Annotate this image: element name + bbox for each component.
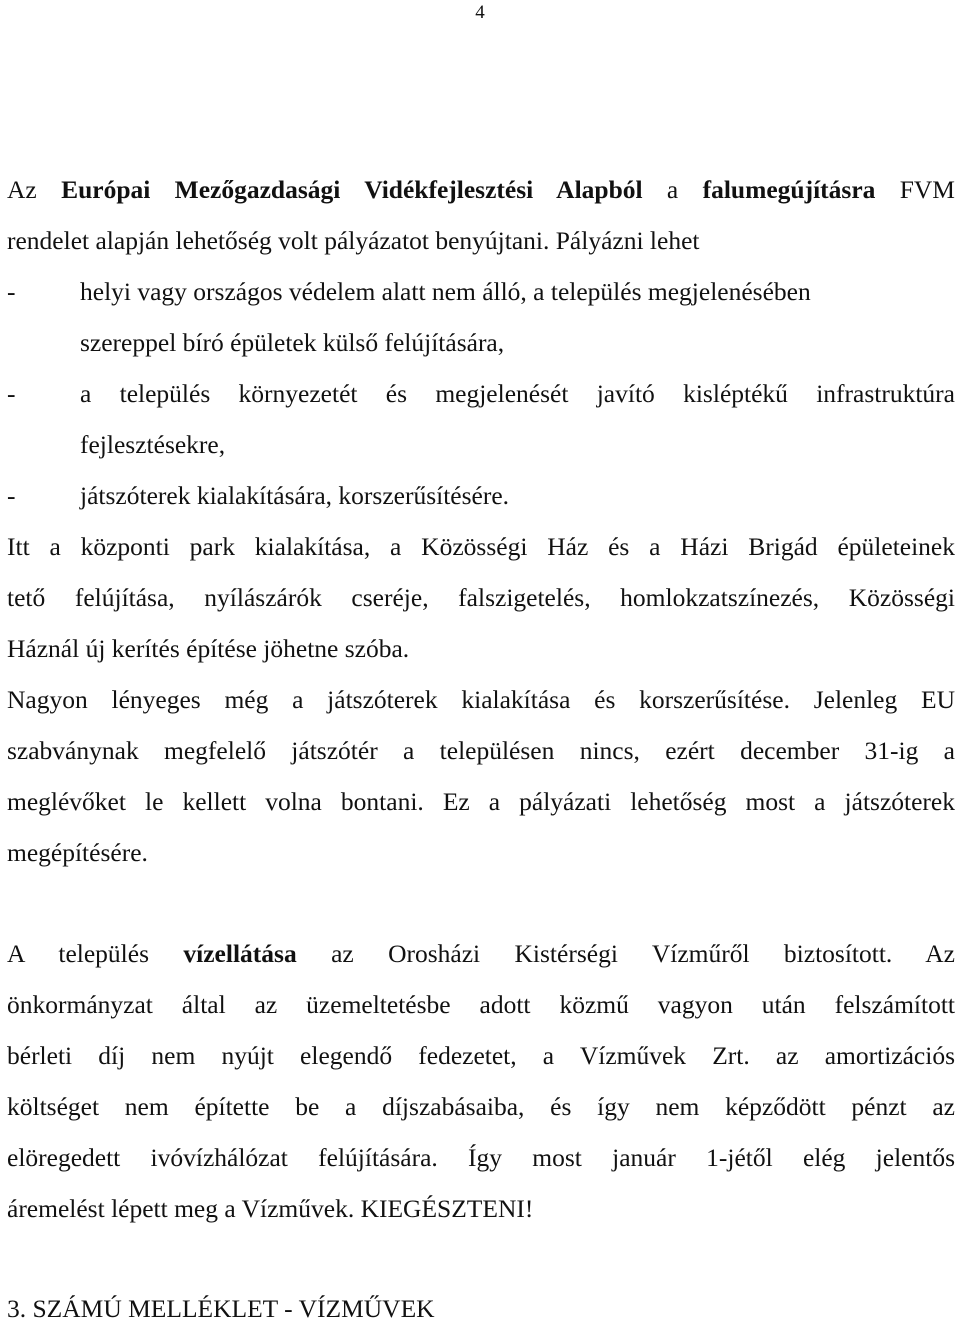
intro-bold-fund: Európai Mezőgazdasági Vidékfejlesztési Alapból <box>61 175 643 204</box>
water-text-1: A település <box>7 939 184 968</box>
playground-line-2: szabványnak megfelelő játszótér a településen nincs, ezért december 31-ig a <box>7 736 955 765</box>
park-line-1: Itt a központi park kialakítása, a Közösségi Ház és a Házi Brigád épületeinek <box>7 532 955 561</box>
appendix-title: 3. SZÁMÚ MELLÉKLET - VÍZMŰVEK <box>7 1294 435 1323</box>
bullet-2-text: a település környezetét és megjelenését javító kisléptékű infrastruktúra <box>80 379 955 408</box>
bullet-1-line-1 <box>7 266 955 317</box>
water-line-4: költséget nem építette be a díjszabásaiba, és így nem képződött pénzt az <box>7 1092 955 1121</box>
water-line-3: bérleti díj nem nyújt elegendő fedezetet, a Vízművek Zrt. az amortizációs <box>7 1041 955 1070</box>
bullet-1-text: helyi vagy országos védelem alatt nem álló, a település megjelenésében <box>80 277 811 306</box>
playground-line-4: megépítésére. <box>7 838 148 867</box>
intro-text-3: FVM <box>875 175 955 204</box>
park-line-2: tető felújítása, nyílászárók cseréje, falszigetelés, homlokzatszínezés, Közösségi <box>7 583 955 612</box>
intro-line-2: rendelet alapján lehetőség volt pályázatot benyújtani. Pályázni lehet <box>7 226 700 255</box>
intro-line-1 <box>7 164 955 215</box>
bullet-3-text: játszóterek kialakítására, korszerűsítésére. <box>80 481 510 510</box>
bullet-2-line-1 <box>7 368 955 419</box>
bullet-2-line-2: fejlesztésekre, <box>80 430 226 459</box>
water-line-5: elöregedett ivóvízhálózat felújítására. Így most január 1-jétől elég jelentős <box>7 1143 955 1172</box>
water-line-6: áremelést lépett meg a Vízművek. KIEGÉSZTENI! <box>7 1194 534 1223</box>
playground-line-3: meglévőket le kellett volna bontani. Ez a pályázati lehetőség most a játszóterek <box>7 787 955 816</box>
intro-bold-renewal: falumegújításra <box>702 175 876 204</box>
water-text-2: az Orosházi Kistérségi Vízműről biztosított. Az <box>296 939 955 968</box>
bullet-3-line-1 <box>7 470 955 521</box>
water-bold-supply: vízellátása <box>183 939 297 968</box>
water-line-1 <box>7 928 955 979</box>
bullet-dash: - <box>7 379 16 408</box>
bullet-dash: - <box>7 481 16 510</box>
page-number: 4 <box>475 2 485 23</box>
bullet-dash: - <box>7 277 16 306</box>
playground-line-1: Nagyon lényeges még a játszóterek kialakítása és korszerűsítése. Jelenleg EU <box>7 685 955 714</box>
bullet-1-line-2: szereppel bíró épületek külső felújítására, <box>80 328 505 357</box>
park-line-3: Háznál új kerítés építése jöhetne szóba. <box>7 634 410 663</box>
intro-text-2: a <box>642 175 703 204</box>
intro-text-1: Az <box>7 175 62 204</box>
water-line-2: önkormányzat által az üzemeltetésbe adott közmű vagyon után felszámított <box>7 990 955 1019</box>
